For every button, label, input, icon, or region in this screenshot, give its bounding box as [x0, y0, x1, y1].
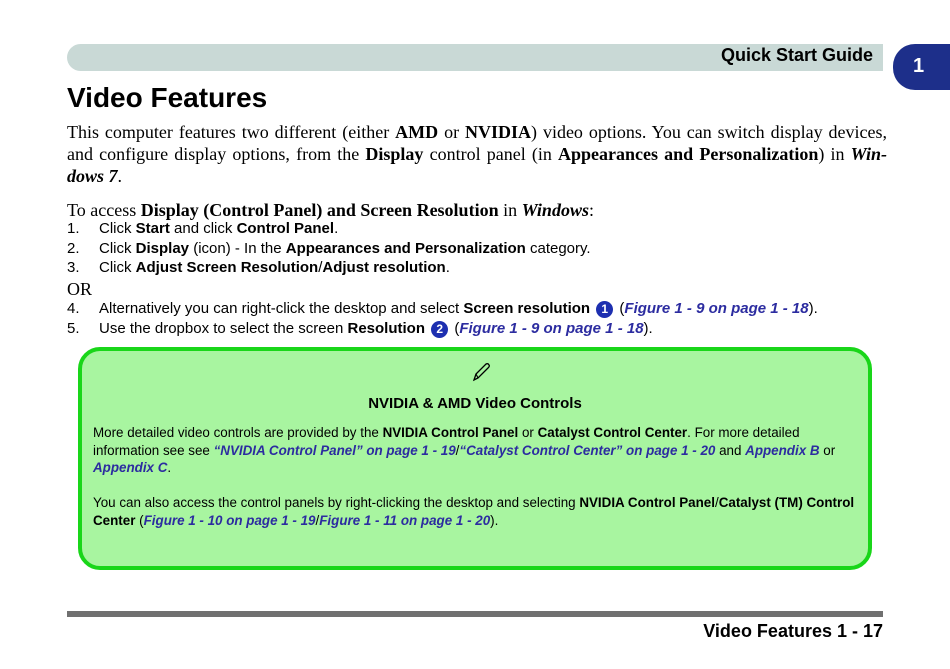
- note-paragraph: More detailed video controls are provided by the NVIDIA Control Panel or Catalyst Control Center. For more detailed information see see “NVIDIA Control Panel” on page 1 - 19/“Catalyst Control Center” on page 1 - 20 and Appendix B or Appendix C.: [93, 425, 836, 475]
- figure-link[interactable]: Figure 1 - 10 on page 1 - 19: [143, 512, 316, 528]
- header-title: Quick Start Guide: [720, 45, 873, 65]
- list-item: 5. Use the dropbox to select the screen Resolution 2 (Figure 1 - 9 on page 1 - 18).: [67, 320, 653, 337]
- pencil-icon: [470, 361, 492, 383]
- note-paragraph: You can also access the control panels by right-clicking the desktop and selecting NVIDIA Control Panel/Catalyst (TM) Control Center (Figure 1 - 10 on page 1 - 19/Figure 1 - 11 on page 1 - 20).: [93, 495, 855, 528]
- list-item: 4. Alternatively you can right-click the desktop and select Screen resolution 1 (Figure 1 - 9 on page 1 - 18).: [67, 300, 818, 317]
- list-item: 3. Click Adjust Screen Resolution/Adjust resolution.: [67, 259, 450, 276]
- figure-link[interactable]: Figure 1 - 9 on page 1 - 18: [624, 300, 809, 317]
- appendix-b-link[interactable]: Appendix B: [745, 442, 820, 458]
- list-item: 1. Click Start and click Control Panel.: [67, 220, 339, 237]
- note-title: NVIDIA & AMD Video Controls: [368, 395, 582, 412]
- callout-badge: 1: [596, 301, 613, 318]
- appendix-c-link[interactable]: Appendix C: [93, 460, 168, 475]
- chapter-number: 1: [913, 55, 925, 77]
- list-item: 2. Click Display (icon) - In the Appearances and Personalization category.: [67, 240, 591, 257]
- nvidia-panel-link[interactable]: “NVIDIA Control Panel” on page 1 - 19: [213, 442, 456, 458]
- footer-page-label: Video Features 1 - 17: [703, 621, 883, 641]
- chapter-tab: [893, 44, 950, 90]
- page-title: Video Features: [67, 82, 268, 113]
- figure-link[interactable]: Figure 1 - 9 on page 1 - 18: [459, 320, 644, 337]
- header-bar: [67, 44, 883, 71]
- access-line: To access Display (Control Panel) and Screen Resolution in Windows:: [67, 200, 594, 220]
- footer-rule: [67, 611, 883, 617]
- callout-badge: 2: [431, 321, 448, 338]
- catalyst-center-link[interactable]: “Catalyst Control Center” on page 1 - 20: [459, 442, 716, 458]
- note-box: [78, 347, 872, 570]
- intro-paragraph: This computer features two different (either AMD or NVIDIA) video options. You can switch display devices, and configure display options, from the Display control panel (in Appearances and Personalization) in Win-dows 7.: [67, 122, 887, 186]
- figure-link[interactable]: Figure 1 - 11 on page 1 - 20: [319, 512, 491, 528]
- or-label: OR: [67, 279, 93, 299]
